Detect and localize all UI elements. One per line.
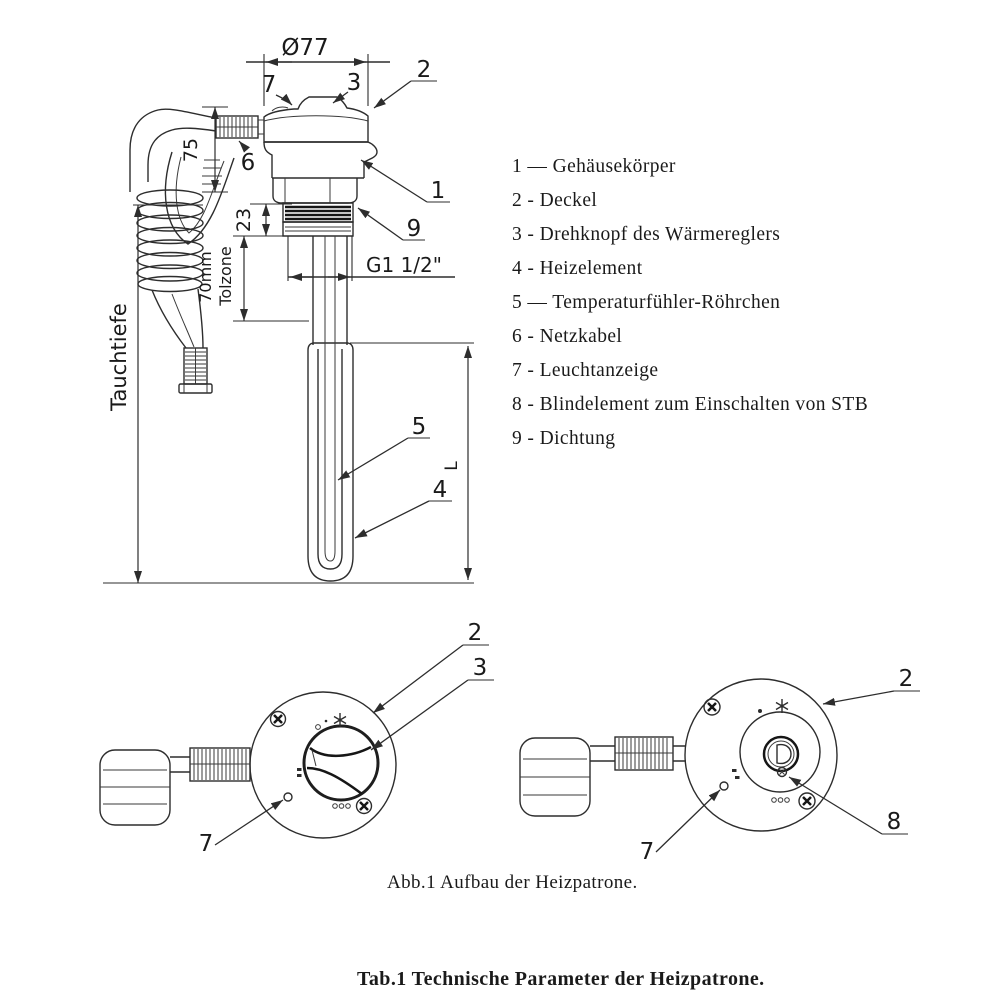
dim-thread-label: G1 1/2"	[366, 253, 442, 277]
screw-icon	[357, 799, 372, 814]
d-shaft-hole	[777, 745, 791, 764]
screw-icon	[704, 699, 720, 715]
cover-face	[685, 679, 837, 831]
hex-nut-facets	[285, 178, 330, 203]
legend-item: 2 - Deckel	[512, 190, 598, 211]
heater-head	[264, 97, 377, 203]
table-caption: Tab.1 Technische Parameter der Heizpatrone.	[357, 968, 765, 990]
legend-item: 9 - Dichtung	[512, 428, 616, 449]
body-right	[364, 142, 377, 178]
tube-middle	[318, 349, 342, 569]
callout-2: 2	[416, 57, 432, 83]
dim-70mm-label: 70mm	[196, 251, 215, 303]
dim-tauchtiefe-label: Tauchtiefe	[107, 303, 131, 411]
cap-top-edge	[264, 116, 368, 121]
legend-item: 4 - Heizelement	[512, 258, 643, 279]
hex-nut	[273, 178, 357, 203]
legend-item: 5 — Temperaturfühler-Röhrchen	[512, 292, 781, 313]
legend-item: 8 - Blindelement zum Einschalten von STB	[512, 394, 869, 415]
legend-item: 3 - Drehknopf des Wärmereglers	[512, 224, 781, 245]
body-left	[264, 142, 272, 178]
right-view-callouts	[640, 666, 920, 865]
callout-6: 6	[240, 150, 256, 176]
face-view-without-knob	[520, 666, 920, 865]
parts-legend	[512, 150, 868, 456]
legend-item: 7 - Leuchtanzeige	[512, 360, 659, 381]
knob-recess	[740, 712, 820, 792]
knob-grip-upper	[310, 747, 371, 756]
main-drawing	[103, 35, 474, 583]
plug-stem-hatch	[185, 348, 206, 384]
callout-3: 3	[346, 70, 362, 96]
seal-and-thread	[283, 203, 353, 236]
callout-4: 4	[432, 477, 448, 503]
cap-outline	[264, 97, 368, 142]
cable-outer	[130, 109, 216, 192]
callout-7: 7	[198, 831, 214, 857]
frost-icon	[776, 699, 788, 713]
power-plug	[520, 737, 686, 816]
dim-tolzone-label: Tolzone	[216, 246, 235, 306]
callout-2: 2	[467, 620, 483, 646]
callout-3: 3	[472, 655, 488, 681]
callout-7: 7	[639, 839, 655, 865]
thread-collar	[283, 222, 353, 236]
sensor-tube	[325, 236, 335, 561]
dim-length-label: L	[442, 461, 462, 471]
coil-tail-left	[152, 290, 186, 348]
dim-75-label: 75	[180, 137, 202, 163]
left-view-callouts	[199, 620, 494, 857]
callout-2: 2	[898, 666, 914, 692]
callout-1: 1	[430, 178, 446, 204]
indicator-light	[720, 782, 728, 790]
strain-relief-ribs	[202, 160, 222, 192]
screw-icon	[271, 712, 286, 727]
gland-knurl	[216, 117, 258, 137]
main-callouts	[239, 57, 452, 538]
dim-23-label: 23	[233, 207, 255, 233]
seal-hatch	[285, 207, 351, 219]
spindle-boss	[764, 737, 798, 771]
screw-icon	[799, 793, 815, 809]
power-plug	[100, 748, 250, 825]
face-view-with-knob	[100, 620, 494, 857]
legend-item: 6 - Netzkabel	[512, 326, 623, 347]
element-sleeve	[308, 343, 353, 581]
callout-5: 5	[411, 414, 427, 440]
callout-9: 9	[406, 216, 422, 242]
callout-7: 7	[261, 72, 277, 98]
heating-tube	[308, 236, 353, 581]
dim-diameter-label: Ø77	[281, 35, 329, 61]
indicator-light	[284, 793, 292, 801]
callout-8: 8	[886, 809, 902, 835]
figure-caption: Abb.1 Aufbau der Heizpatrone.	[387, 872, 638, 893]
tube-upper	[313, 236, 347, 345]
legend-item: 1 — Gehäusekörper	[512, 156, 676, 177]
